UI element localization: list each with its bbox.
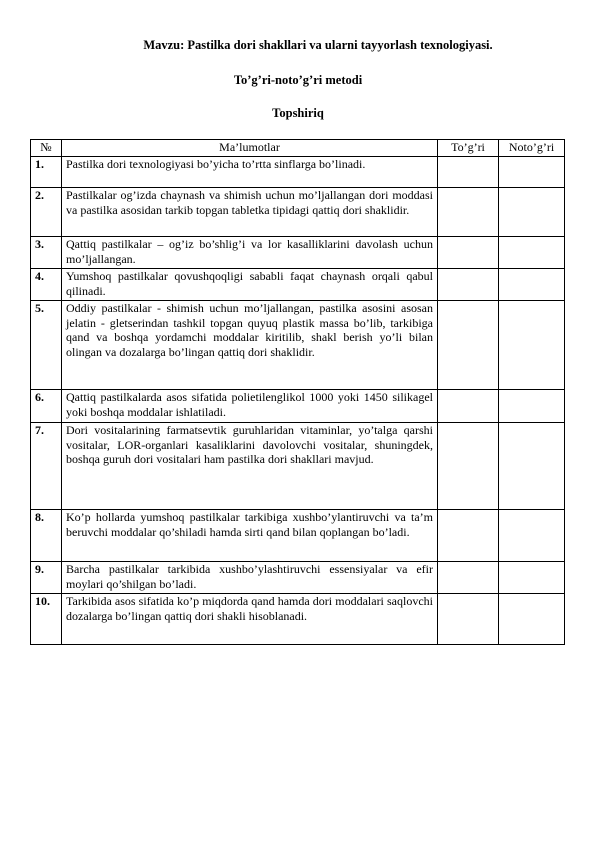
false-answer-cell[interactable] [499,510,565,562]
true-answer-cell[interactable] [438,510,499,562]
row-statement: Barcha pastilkalar tarkibida xushbo’ylashtiruvchi essensiyalar va efir moylari qo’shilgan bo’ladi. [62,562,438,594]
false-answer-cell[interactable] [499,188,565,237]
row-number: 7. [31,423,62,510]
row-statement: Pastilka dori texnologiyasi bo’yicha to’rtta sinflarga bo’linadi. [62,157,438,188]
row-statement: Dori vositalarining farmatsevtik guruhlaridan vitaminlar, yo’talga qarshi vositalar, LOR-organlari kasaliklarini davolovchi vositalar, shuningdek, boshqa guruh dori vositalari ham pastilka dori shakllari mavjud. [62,423,438,510]
row-statement: Qattiq pastilkalarda asos sifatida polietilenglikol 1000 yoki 1450 silikagel yoki boshqa moddalar ishlatiladi. [62,390,438,423]
true-answer-cell[interactable] [438,594,499,645]
true-answer-cell[interactable] [438,423,499,510]
true-false-table [30,139,565,645]
row-statement: Tarkibida asos sifatida ko’p miqdorda qand hamda dori moddalari saqlovchi dozalarga bo’lingan qattiq dori shakli hisoblanadi. [62,594,438,645]
row-number: 6. [31,390,62,423]
table-row [31,269,565,301]
column-header-info: Ma’lumotlar [62,140,438,157]
row-number: 9. [31,562,62,594]
table-row [31,562,565,594]
row-number: 10. [31,594,62,645]
table-row [31,157,565,188]
task-title: Topshiriq [272,106,324,120]
method-title: To’g’ri-noto’g’ri metodi [233,73,363,87]
false-answer-cell[interactable] [499,594,565,645]
row-statement: Oddiy pastilkalar - shimish uchun mo’ljallangan, pastilka asosini asosan jelatin - gletserindan tashkil topgan quyuq plastik massa bo’lib, tarkibiga qand va boshqa yordamchi moddalar kiritilib, shakl berish yo’li bilan olingan va dozalarga bo’lingan qattiq dori shaklidir. [62,301,438,390]
false-answer-cell[interactable] [499,237,565,269]
table-row [31,188,565,237]
false-answer-cell[interactable] [499,423,565,510]
row-number: 8. [31,510,62,562]
row-number: 5. [31,301,62,390]
true-answer-cell[interactable] [438,269,499,301]
row-number: 3. [31,237,62,269]
row-statement: Pastilkalar og’izda chaynash va shimish uchun mo’ljallangan dori moddasi va pastilka asosidan tarkib topgan tabletka tipidagi qattiq dori shaklidir. [62,188,438,237]
table-row [31,594,565,645]
topic-title: Mavzu: Pastilka dori shakllari va ularni tayyorlash texnologiyasi. [143,38,493,52]
true-answer-cell[interactable] [438,301,499,390]
table-row [31,510,565,562]
row-statement: Qattiq pastilkalar – og’iz bo’shlig’i va lor kasalliklarini davolash uchun mo’ljallangan. [62,237,438,269]
row-number: 2. [31,188,62,237]
true-answer-cell[interactable] [438,562,499,594]
true-answer-cell[interactable] [438,390,499,423]
table-row [31,423,565,510]
table-header-row [31,140,565,157]
false-answer-cell[interactable] [499,301,565,390]
row-statement: Yumshoq pastilkalar qovushqoqligi sababli faqat chaynash orqali qabul qilinadi. [62,269,438,301]
true-answer-cell[interactable] [438,188,499,237]
true-answer-cell[interactable] [438,157,499,188]
false-answer-cell[interactable] [499,562,565,594]
column-header-number: № [31,140,62,157]
table-row [31,390,565,423]
false-answer-cell[interactable] [499,157,565,188]
column-header-true: To’g’ri [438,140,499,157]
row-number: 4. [31,269,62,301]
false-answer-cell[interactable] [499,269,565,301]
row-number: 1. [31,157,62,188]
row-statement: Ko’p hollarda yumshoq pastilkalar tarkibiga xushbo’ylantiruvchi va ta’m beruvchi moddalar qo’shiladi hamda sirti qand bilan qoplangan bo’ladi. [62,510,438,562]
column-header-false: Noto’g’ri [499,140,565,157]
table-row [31,301,565,390]
false-answer-cell[interactable] [499,390,565,423]
table-row [31,237,565,269]
true-answer-cell[interactable] [438,237,499,269]
